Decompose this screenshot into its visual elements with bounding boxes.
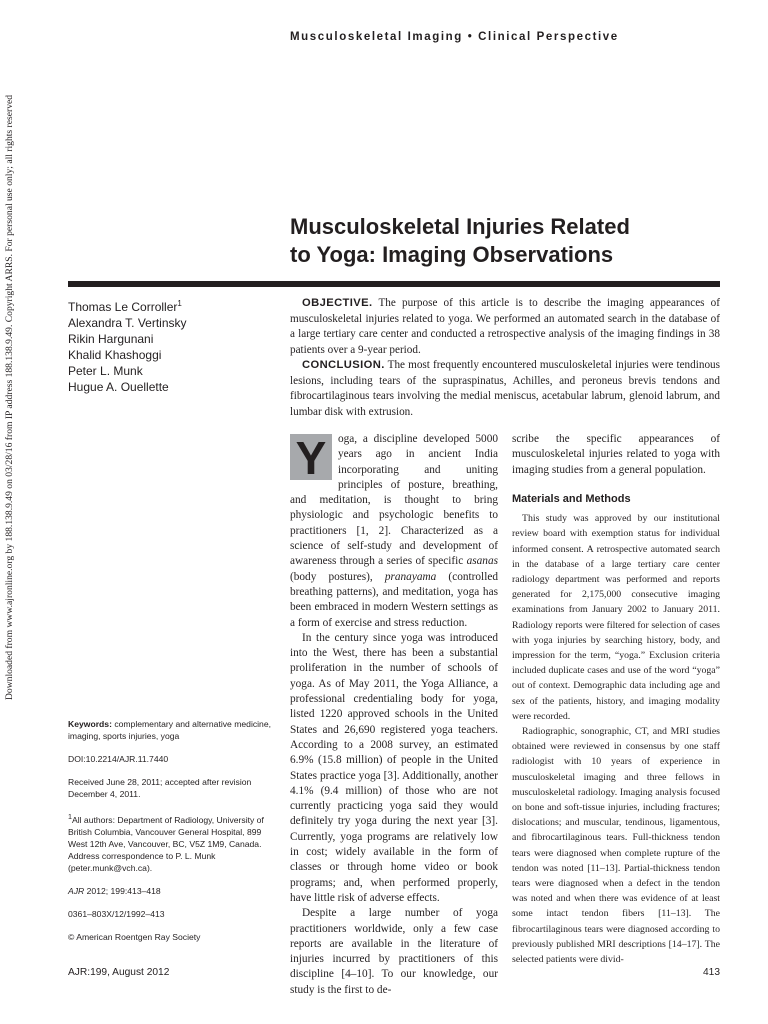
author-name-text: Thomas Le Corroller <box>68 300 178 314</box>
intro-continuation: scribe the specific appearances of musculoskeletal injuries related to yoga with imaging studies from a general population. <box>512 433 720 476</box>
objective-text: The purpose of this article is to describe the imaging appearances of musculoskeletal injuries related to yoga. We performed an automated search in the database of a large tertiary care center and conducted a retrospective analysis of the imaging findings in 38 patients over a 9-year period. <box>290 297 720 356</box>
author-name <box>68 315 268 331</box>
running-header: Musculoskeletal Imaging • Clinical Perspective <box>290 31 619 43</box>
author-name-text: Alexandra T. Vertinsky <box>68 316 187 330</box>
keywords-label: Keywords: <box>68 719 112 729</box>
author-name <box>68 363 268 379</box>
affiliation-sup: 1 <box>68 813 72 821</box>
author-name-text: Khalid Khashoggi <box>68 348 162 362</box>
intro-paragraph-2: In the century since yoga was introduced into the West, there has been a substantial proliferation in the number of schools of yoga. As of May 2011, the Yoga Alliance, a professional credentialing body for yoga, listed 1220 approved schools in the United States and 26,690 registered yoga teachers. According to a 2008 survey, an estimated 6.9% (15.8 million) of people in the United States practice yoga [3]. Additionally, another 4.1% (9.4 million) of those who are not currently practicing yoga said they would definitely try yoga during the next year [3]. Currently, yoga programs are relatively low in cost; widely available in the form of classes or through home video or book programs; and, when performed properly, have little risk of adverse effects. <box>290 631 498 904</box>
author-name-text: Hugue A. Ouellette <box>68 380 169 394</box>
page-number: 413 <box>703 967 720 978</box>
title-rule <box>68 281 720 287</box>
download-notice-text: Downloaded from www.ajronline.org by 188.138.9.49 on 03/28/16 from IP address 188.138.9.49. Copyright ARRS. For personal use only; all rights reserved <box>4 94 15 700</box>
body-column-2 <box>512 432 720 967</box>
keywords-text: complementary and alternative medicine, imaging, sports injuries, yoga <box>68 719 272 741</box>
intro-paragraph-3: Despite a large number of yoga practitioners worldwide, only a few case reports are available in the literature of injuries incurred by practitioners of this discipline [4–10]. To our knowledge, our study is the first to de- <box>290 907 498 996</box>
intro-paragraph-1 <box>290 432 498 631</box>
author-name-text: Rikin Hargunani <box>68 332 154 346</box>
author-name <box>68 296 268 315</box>
issn: 0361–803X/12/1992–413 <box>68 908 165 919</box>
article-metadata <box>68 718 273 954</box>
article-title <box>290 213 730 269</box>
citation-details: 2012; 199:413–418 <box>84 885 161 896</box>
abstract-objective <box>290 296 720 358</box>
body-column-1 <box>290 432 498 998</box>
author-affiliation-marker: 1 <box>177 299 182 308</box>
methods-paragraph-1: This study was approved by our institutional review board with exemption status for individual informed consent. A retrospective automated search in the database of a large tertiary care center radiology department was performed and reports generated for 2,175,000 consecutive imaging examinations from January 2002 to January 2011. Radiology reports were filtered for selection of cases with yoga injuries by searching history, body, and impression for the term, “yoga.” Exclusion criteria included duplicate cases and use of the word “yoga” out of context. Demographic data including age and sex of the patients, history, and imaging modality were recorded. <box>512 513 720 722</box>
received-dates: Received June 28, 2011; accepted after revision December 4, 2011. <box>68 777 252 799</box>
author-list <box>68 296 268 395</box>
abstract <box>290 296 720 420</box>
drop-cap: Y <box>290 434 332 480</box>
objective-label: OBJECTIVE. <box>302 297 373 309</box>
copyright: © American Roentgen Ray Society <box>68 931 201 942</box>
p1-part-c: (controlled breathing patterns), and meditation, yoga has been embraced in modern Western settings as a form of exercise and stress reduction. <box>290 570 498 629</box>
footer-journal: AJR:199, August 2012 <box>68 967 170 978</box>
author-name <box>68 379 268 395</box>
author-name-text: Peter L. Munk <box>68 364 143 378</box>
affiliation-text: All authors: Department of Radiology, University of British Columbia, Vancouver General Hospital, 899 West 12th Ave, Vancouver, BC, V5Z 1M9, Canada. Address correspondence to P. L. Munk (peter.munk@vch.ca). <box>68 814 264 873</box>
affiliation <box>68 811 273 874</box>
asanas-term: asanas <box>466 555 498 568</box>
methods-heading: Materials and Methods <box>512 492 631 505</box>
conclusion-label: CONCLUSION. <box>302 359 385 371</box>
pranayama-term: pranayama <box>384 570 437 583</box>
author-name <box>68 331 268 347</box>
doi: DOI:10.2214/AJR.11.7440 <box>68 754 169 764</box>
citation-journal: AJR <box>68 885 85 896</box>
methods-paragraph-2: Radiographic, sonographic, CT, and MRI studies obtained were reviewed in consensus by one staff radiologist with 10 years of experience in musculoskeletal imaging and three fellows in musculoskeletal radiology. Imaging analysis focused on bone and soft-tissue injuries, including fractures; dislocations; and muscular, tendinous, ligamentous, and fibrocartilaginous tears. Full-thickness tendon tears were diagnosed when complete rupture of the tendon was noted [11–13]. Partial-thickness tendon tears were diagnosed when a defect in the tendon was noted and when there was evidence of at least some intact tendon fibers [11–13]. The fibrocartilaginous tears were diagnosed according to previously published MRI descriptions [14–17]. The selected patients were divid- <box>512 725 720 965</box>
citation <box>68 885 273 897</box>
download-notice <box>2 94 20 700</box>
p1-part-b: (body postures), <box>290 570 385 583</box>
article-title-line-2: to Yoga: Imaging Observations <box>290 242 614 267</box>
keywords <box>68 718 273 742</box>
author-name <box>68 347 268 363</box>
conclusion-text: The most frequently encountered musculoskeletal injuries were tendinous lesions, including tears of the supraspinatus, Achilles, and peroneus brevis tendons and fibrocartilaginous tears involving the medial meniscus, acetabular labrum, glenoid labrum, and lumbar disk with extrusion. <box>290 359 720 418</box>
article-title-line-1: Musculoskeletal Injuries Related <box>290 214 630 239</box>
abstract-conclusion <box>290 358 720 420</box>
p1-part-a: oga, a discipline developed 5000 years ago in ancient India incorporating and uniting principles of posture, breathing, and meditation, is thought to bring physiologic and psychologic benefits to practitioners [1, 2]. Characterized as a science of self-study and development of awareness through a series of specific <box>290 433 498 568</box>
